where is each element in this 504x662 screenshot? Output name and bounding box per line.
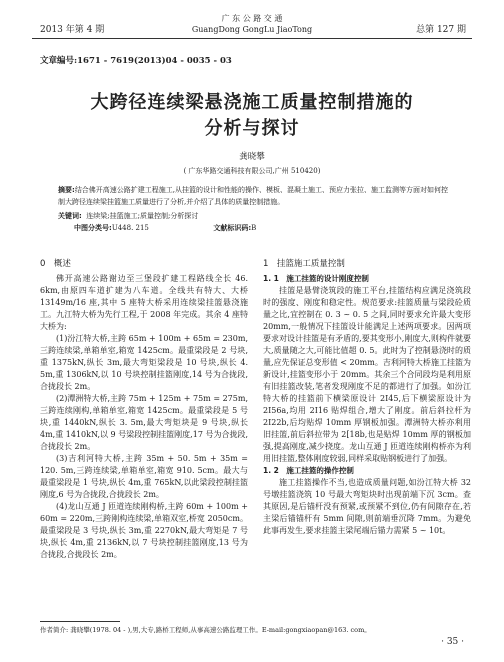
- abstract-text: 结合佛开高速公路扩建工程施工,从挂篮的设计和性能的操作、模板、混凝土施工、预应力张拉、施工监测等方面对如何控制大跨径连续梁挂篮施工质量进行了分析,并介绍了具体的质量控制措施。: [58, 186, 449, 206]
- overview-paragraph: 佛开高速公路谢边至三堡段扩建工程路线全长 46. 6km,由原四车道扩建为八车道。全线共有特大、大桥 13149m/16 座,其中 5 座特大桥采用连续梁挂篮悬浇施工。九江特大桥为先行工程,于 2008 年完成。其余 4 座特大桥为:: [40, 274, 248, 331]
- paper-title: [0, 90, 504, 142]
- journal-name-cn: 广 东 公 路 交 通: [221, 14, 283, 23]
- class-value: U448. 215: [111, 224, 149, 232]
- keywords: [58, 211, 450, 221]
- bridge-1-paragraph: (1)汾江特大桥,主跨 65m + 100m + 65m = 230m,三跨连续梁,单箱单室,箱宽 1425cm。最重梁段是 2 号块,重 1375kN,纵长 3m,最大弯矩梁段是 10 号块,纵长 4. 5m,重 1306kN,以 10 号块控制挂篮刚度,14 号为合拢段,合拢段长 2m。: [40, 334, 248, 391]
- journal-name-en: GuangDong GongLu JiaoTong: [191, 25, 313, 34]
- abstract-label: 摘要:: [58, 186, 75, 194]
- footnote-divider: [40, 621, 120, 622]
- right-column: [263, 258, 471, 537]
- title-line-1: 大跨径连续梁悬浇施工质量控制措施的: [90, 92, 414, 113]
- subsection-1-2-paragraph: 施工挂篮操作不当,也造成质量问题,如汾江特大桥 32 号墩挂篮浇筑 10 号最大弯矩块时出现前端下沉 3cm。查其原因,是后锚杆没有预紧,或预紧不到位,仍有间隙存在,若主梁后锚锚杆有 5mm 间隙,则前端垂沉降 7mm。为避免此事再发生,要求挂篮主梁尾端后锚力需紧 5 ~ 10t。: [263, 478, 471, 535]
- abstract: [58, 185, 450, 208]
- left-column: [40, 258, 248, 561]
- total-issue-label: 总第 127 期: [416, 25, 466, 35]
- article-number: 文章编号:1671 - 7619(2013)04 - 0035 - 03: [40, 56, 232, 66]
- doc-code-label: 文献标识码:: [213, 224, 252, 232]
- doc-code-value: B: [251, 224, 257, 232]
- class-label: 中图分类号:: [74, 224, 112, 232]
- section-0-heading: 0 概述: [40, 259, 71, 269]
- subsection-1-2-heading: 1. 2 施工挂篮的操作控制: [263, 466, 354, 475]
- classification-line: [74, 223, 454, 233]
- bridge-4-paragraph: (4)龙山互通 J 匝道连续刚构桥,主跨 60m + 100m + 60m = 220m,三跨刚构连续梁,单箱双室,桥宽 2050cm。最重梁段是 3 号块,纵长 3m,重 2270kN,最大弯矩是 7 号块,纵长 4m,重 2136kN,以 7 号块控制挂篮刚度,13 号为合拢段,合拢段长 2m。: [40, 502, 248, 559]
- author-name: 龚晓攀: [239, 152, 265, 162]
- bridge-2-paragraph: (2)潭洲特大桥,主跨 75m + 125m + 75m = 275m,三跨连续刚构,单箱单室,箱宽 1425cm。最重梁段是 5 号块,重 1440kN,纵长 3. 5m,最大弯矩块是 9 号块,纵长 4m,重 1410kN,以 9 号梁段控制挂篮刚度,17 号为合拢段,合拢段长 2m。: [40, 394, 248, 451]
- author-footnote: 作者简介: 龚晓攀(1978. 04 - ),男,大专,路桥工程师,从事高速公路监理工作。E-mail:gongxiaopan@163. com。: [40, 626, 371, 634]
- subsection-1-1-heading: 1. 1 施工挂篮的设计刚度控制: [263, 274, 369, 283]
- title-line-2: 分析与探讨: [204, 118, 300, 139]
- keywords-text: 连续梁;挂篮施工;质量控制;分析探讨: [86, 212, 199, 220]
- keywords-label: 关键词:: [58, 212, 82, 220]
- page-number: · 35 ·: [441, 637, 464, 647]
- section-1-heading: 1 挂篮施工质量控制: [263, 259, 345, 269]
- header-divider: [32, 38, 472, 39]
- issue-label: 2013 年第 4 期: [40, 25, 105, 35]
- subsection-1-1-paragraph: 挂篮是悬臂浇筑段的施工平台,挂篮结构应满足浇筑段时的强度、刚度和稳定性。规范要求:挂篮质量与梁段砼质量之比,宜控制在 0. 3 ~ 0. 5 之间,同时要求允许最大变形 20mm,一般情况下挂篮设计能满足上述两项要求。因两项要求对设计挂篮是有矛盾的,要其变形小,刚度大,则构件就要大,质量随之大,可能比值超 0. 5。此时为了控制悬浇时的质量,应先保证总变形值 < 20mm。吉利河特大桥施工挂篮为新设计,挂篮变形小于 20mm。其余三个合同段均是利用原有旧挂篮改装,笔者发现刚度不足的都进行了加强。如汾江特大桥的挂篮前下横梁原设计 2I45,后下横梁原设计为 2I56a,均用 2I16 贴焊组合,增大了刚度。前后斜拉杆为 2I22b,后均贴焊 10mm 厚钢板加强。潭洲特大桥亦利用旧挂篮,前后斜拉带为 2[18b,也是贴焊 10mm 厚的钢板加强,提高刚度,减少挠度。龙山互通 J 匝道连续刚构桥亦为利用旧挂篮,整体刚度较弱,同样采取贴钢板进行了加强。: [263, 286, 471, 463]
- bridge-3-paragraph: (3)吉利河特大桥,主跨 35m + 50. 5m + 35m = 120. 5m,三跨连续梁,单箱单室,箱宽 910. 5cm。最大与最重梁段是 1 号块,纵长 4m,重 765kN,以此梁段控制挂篮刚度,6 号为合拢段,合拢段长 2m。: [40, 454, 248, 499]
- author-affiliation: ( 广东华路交通科技有限公司,广州 510420): [183, 167, 321, 175]
